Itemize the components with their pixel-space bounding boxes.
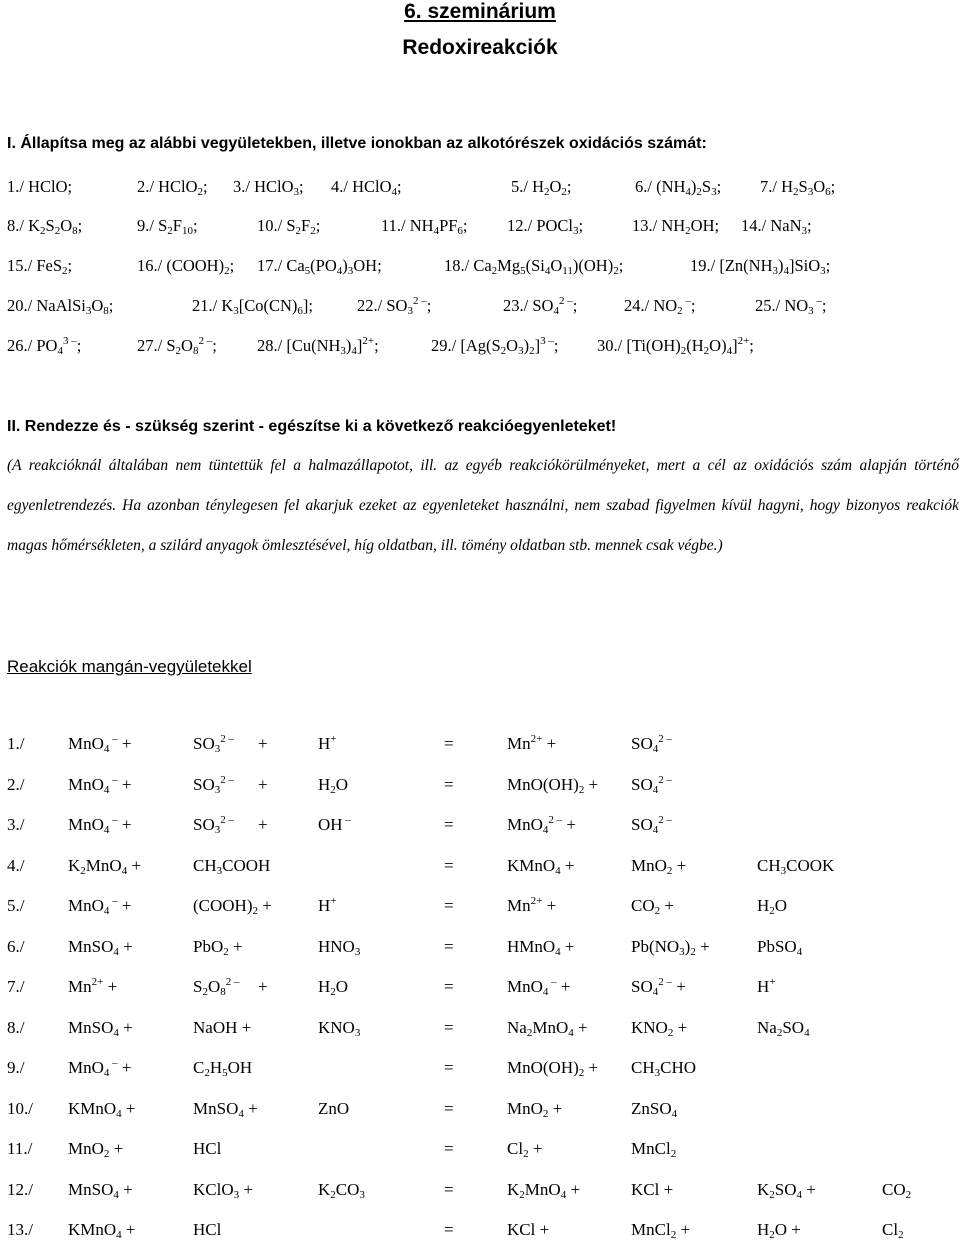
- reaction-number: 1./: [7, 734, 25, 753]
- section-2-heading: II. Rendezze és - szükség szerint - egészítse ki a következő reakcióegyenleteket!: [7, 418, 617, 435]
- exercise-item: 4./ HClO$_4$;: [331, 177, 402, 198]
- exercise-item: 24./ $NO_2$ –;: [624, 295, 696, 317]
- section-1-heading: I. Állapítsa meg az alábbi vegyületekben, illetve ionokban az alkotórészek oxidációs számát:: [7, 135, 707, 152]
- reaction-term: KMnO$_4$ +: [68, 1098, 136, 1120]
- exercise-item: 1./ HClO;: [7, 177, 73, 196]
- equals-sign: =: [444, 1220, 454, 1239]
- exercise-item: 19./ $[Zn(NH_3)_4]SiO_3$;: [690, 256, 831, 277]
- exercise-item: 26./ $PO_4^{3 -}$;: [7, 335, 82, 357]
- exercise-item: 21./ $K_3[Co(CN)_6]$;: [192, 296, 314, 317]
- reaction-number: 9./: [7, 1058, 25, 1077]
- reaction-term: KCl +: [631, 1179, 674, 1199]
- reaction-term: $H_2O$: [757, 896, 788, 917]
- reaction-term: $K_2SO_4$ +: [757, 1179, 816, 1201]
- reaction-number: 4./: [7, 855, 25, 875]
- reaction-term: $KNO_3$: [318, 1017, 361, 1039]
- equals-sign: =: [444, 977, 454, 996]
- reaction-term: $SO_4^{2 -}$: [631, 773, 672, 796]
- exercise-item: 10./ $S_2F_2$;: [257, 216, 321, 237]
- reaction-term: MnO$_2$ +: [631, 855, 687, 877]
- reaction-number: 11./: [7, 1139, 33, 1158]
- reaction-term: $H_2O$: [318, 774, 349, 796]
- page-title: 6. szeminárium: [404, 0, 556, 23]
- exercise-item: 23./ $SO_4^{2 -}$;: [503, 295, 578, 317]
- exercise-item: 30./ $[Ti(OH)_2(H_2O)_4]^{2+}$;: [597, 335, 754, 357]
- reaction-term: MnO$_4$ – +: [68, 895, 132, 917]
- reaction-term: H+: [318, 733, 337, 753]
- equals-sign: =: [444, 1179, 454, 1199]
- reaction-number: 12./: [7, 1179, 33, 1199]
- reaction-term: $Na_2MnO_4$ +: [507, 1017, 588, 1039]
- reaction-term: $Mn^{2+}$ +: [68, 976, 118, 996]
- reaction-term: ZnSO$_4$: [631, 1098, 678, 1120]
- reaction-term: ZnO: [318, 1098, 350, 1118]
- exercise-item: 3./ HClO$_3$;: [233, 177, 304, 198]
- reaction-term: $CH_3COOH$: [193, 855, 271, 877]
- reaction-term: $Pb(NO_3)_2$ +: [631, 936, 710, 958]
- reaction-term: $SO_3^{2 -}$: [193, 814, 234, 836]
- equals-sign: =: [444, 1098, 454, 1118]
- reaction-term: MnSO$_4$ +: [68, 1179, 133, 1201]
- reaction-term: MnO$_4$ – +: [507, 976, 571, 998]
- reaction-row: [7, 937, 957, 965]
- reaction-number: 5./: [7, 896, 25, 915]
- reaction-term: $HNO_3$: [318, 936, 361, 958]
- reaction-term: $Na_2SO_4$: [757, 1017, 810, 1039]
- exercise-item: 6./ $(NH_4)_2S_3$;: [635, 177, 722, 198]
- reaction-number: 6./: [7, 936, 25, 956]
- exercise-item: 25./ $NO_3$ –;: [755, 295, 827, 317]
- exercise-item: 22./ $SO_3^{2 -}$;: [357, 295, 432, 317]
- reaction-term: $Cl_2$ +: [507, 1139, 543, 1160]
- reaction-row: [7, 1139, 957, 1167]
- reaction-term: $K_2CO_3$: [318, 1179, 365, 1201]
- reaction-term: MnO$_4$ – +: [68, 733, 132, 755]
- reaction-row: [7, 1099, 957, 1127]
- reaction-term: $CO_2$ +: [631, 896, 674, 917]
- reaction-term: MnO$_2$ +: [507, 1098, 563, 1120]
- reaction-term: MnSO$_4$ +: [68, 1017, 133, 1039]
- equals-sign: =: [444, 1017, 454, 1037]
- section-3-heading: Reakciók mangán-vegyületekkel: [7, 657, 252, 676]
- exercise-item: 15./ FeS$_2$;: [7, 256, 73, 277]
- reaction-term: $SO_4^{2 -}$ +: [631, 976, 686, 998]
- exercise-item: 9./ $S_2F_{10}$;: [137, 216, 198, 237]
- reaction-term: H+: [318, 895, 337, 915]
- equals-sign: =: [444, 855, 454, 875]
- reaction-term: $K_2MnO_4$ +: [507, 1179, 581, 1201]
- reaction-term: OH –: [318, 814, 351, 834]
- reaction-term: MnO$_2$ +: [68, 1139, 124, 1160]
- reaction-term: $CO_2$: [882, 1179, 912, 1201]
- reaction-number: 13./: [7, 1220, 33, 1239]
- reaction-term: $H_2O$ +: [757, 1220, 801, 1241]
- reaction-term: PbO$_2$ +: [193, 936, 243, 958]
- reaction-term: KMnO$_4$ +: [68, 1220, 136, 1241]
- reaction-term: MnSO$_4$ +: [68, 936, 133, 958]
- reaction-term: $K_2MnO_4$ +: [68, 855, 142, 877]
- reaction-number: 7./: [7, 977, 25, 996]
- reaction-term: MnSO$_4$ +: [193, 1098, 258, 1120]
- reaction-term: $KNO_2$ +: [631, 1017, 688, 1039]
- equals-sign: =: [444, 896, 454, 915]
- reaction-term: MnO$_4$ – +: [68, 773, 132, 796]
- reaction-term: MnCl$_2$ +: [631, 1220, 691, 1241]
- reaction-row: [7, 977, 957, 1005]
- exercise-item: 20./ $NaAlSi_3O_8$;: [7, 296, 114, 317]
- reaction-row: [7, 1180, 957, 1208]
- reaction-row: [7, 1058, 957, 1086]
- exercise-item: 27./ $S_2O_8^{2 -}$;: [137, 335, 217, 357]
- reaction-term: $CH_3CHO$: [631, 1058, 697, 1079]
- reaction-term: NaOH +: [193, 1017, 252, 1037]
- reaction-row: [7, 734, 957, 762]
- exercise-item: 13./ $NH_2OH$;: [632, 216, 720, 237]
- reaction-term: HCl: [193, 1220, 222, 1239]
- reaction-term: $CH_3COOK$: [757, 855, 835, 877]
- section-2-note: (A reakcióknál általában nem tüntettük fel a halmazállapotot, ill. az egyéb reakciókörülményeket, mert a cél az oxidációs szám alapján történő egyenletrendezés. Ha azonban ténylegesen fel akarjuk ezeket az egyenleteket használni, nem szabad figyelmen kívül hagyni, hogy bizonyos reakciók magas hőmérsékleten, a szilárd anyagok ömlesztésével, híg oldatban, ill. tömény oldatban stb. mennek csak végbe.): [7, 457, 959, 554]
- reaction-number: 2./: [7, 774, 25, 794]
- reaction-term: MnO$_4$ – +: [68, 814, 132, 836]
- reaction-term: $SO_4^{2 -}$: [631, 733, 672, 755]
- exercise-item: 7./ $H_2S_3O_6$;: [760, 177, 836, 198]
- equals-sign: =: [444, 936, 454, 956]
- reaction-term: $C_2H_5OH$: [193, 1058, 253, 1079]
- reaction-number: 10./: [7, 1098, 33, 1118]
- equals-sign: =: [444, 1139, 454, 1158]
- reaction-term: MnCl$_2$: [631, 1139, 677, 1160]
- reaction-term: $SO_4^{2 -}$: [631, 814, 672, 836]
- reaction-row: [7, 856, 957, 884]
- exercise-item: 29./ $[Ag(S_2O_3)_2]^{3 -}$;: [431, 335, 559, 357]
- reaction-term: $SO_3^{2 -}$: [193, 733, 234, 755]
- reaction-term: KClO$_3$ +: [193, 1179, 253, 1201]
- exercise-item: 12./ POCl$_3$;: [507, 216, 584, 237]
- reaction-term: $MnO(OH)_2$ +: [507, 1058, 599, 1079]
- reaction-term: $SO_3^{2 -}$: [193, 773, 234, 796]
- exercise-item: 2./ HClO$_2$;: [137, 177, 208, 198]
- reaction-term: $Mn^{2+}$ +: [507, 733, 557, 753]
- reaction-term: PbSO$_4$: [757, 936, 803, 958]
- page-subtitle: Redoxireakciók: [402, 36, 558, 59]
- reaction-term: $H_2O$: [318, 977, 349, 998]
- reaction-term: MnO$_4$ – +: [68, 1057, 132, 1079]
- reaction-term: +: [258, 774, 268, 794]
- reaction-term: HCl: [193, 1139, 222, 1158]
- reaction-number: 8./: [7, 1017, 25, 1037]
- reaction-row: [7, 815, 957, 843]
- reaction-term: $S_2O_8^{2 -}$: [193, 976, 240, 998]
- exercise-item: 5./ $H_2O_2$;: [511, 177, 572, 198]
- reaction-term: KCl +: [507, 1220, 550, 1239]
- reaction-number: 3./: [7, 815, 25, 834]
- equals-sign: =: [444, 815, 454, 834]
- reaction-term: $Cl_2$: [882, 1220, 904, 1241]
- reaction-term: KMnO$_4$ +: [507, 855, 575, 877]
- reaction-row: [7, 775, 957, 803]
- reaction-row: [7, 1220, 957, 1248]
- reaction-term: $(COOH)_2$ +: [193, 896, 272, 917]
- reaction-term: +: [258, 734, 268, 753]
- exercise-item: 18./ $Ca_2Mg_5(Si_4O_{11})(OH)_2$;: [444, 256, 624, 277]
- exercise-item: 14./ NaN$_3$;: [741, 216, 812, 237]
- reaction-term: H+: [757, 976, 776, 996]
- reaction-row: [7, 896, 957, 924]
- exercise-item: 28./ $[Cu(NH_3)_4]^{2+}$;: [257, 335, 379, 357]
- reaction-term: +: [258, 977, 268, 996]
- exercise-item: 11./ $NH_4PF_6$;: [381, 216, 468, 237]
- reaction-term: $MnO(OH)_2$ +: [507, 774, 599, 796]
- reaction-term: +: [258, 815, 268, 834]
- reaction-term: $Mn^{2+}$ +: [507, 895, 557, 915]
- reaction-term: MnO$_4^{2 -}$ +: [507, 814, 576, 836]
- reaction-term: HMnO$_4$ +: [507, 936, 575, 958]
- exercise-item: 8./ $K_2S_2O_8$;: [7, 216, 83, 237]
- exercise-item: 17./ $Ca_5(PO_4)_3OH$;: [257, 256, 382, 277]
- equals-sign: =: [444, 734, 454, 753]
- exercise-item: 16./ $(COOH)_2$;: [137, 256, 235, 277]
- reaction-row: [7, 1018, 957, 1046]
- equals-sign: =: [444, 774, 454, 794]
- equals-sign: =: [444, 1058, 454, 1077]
